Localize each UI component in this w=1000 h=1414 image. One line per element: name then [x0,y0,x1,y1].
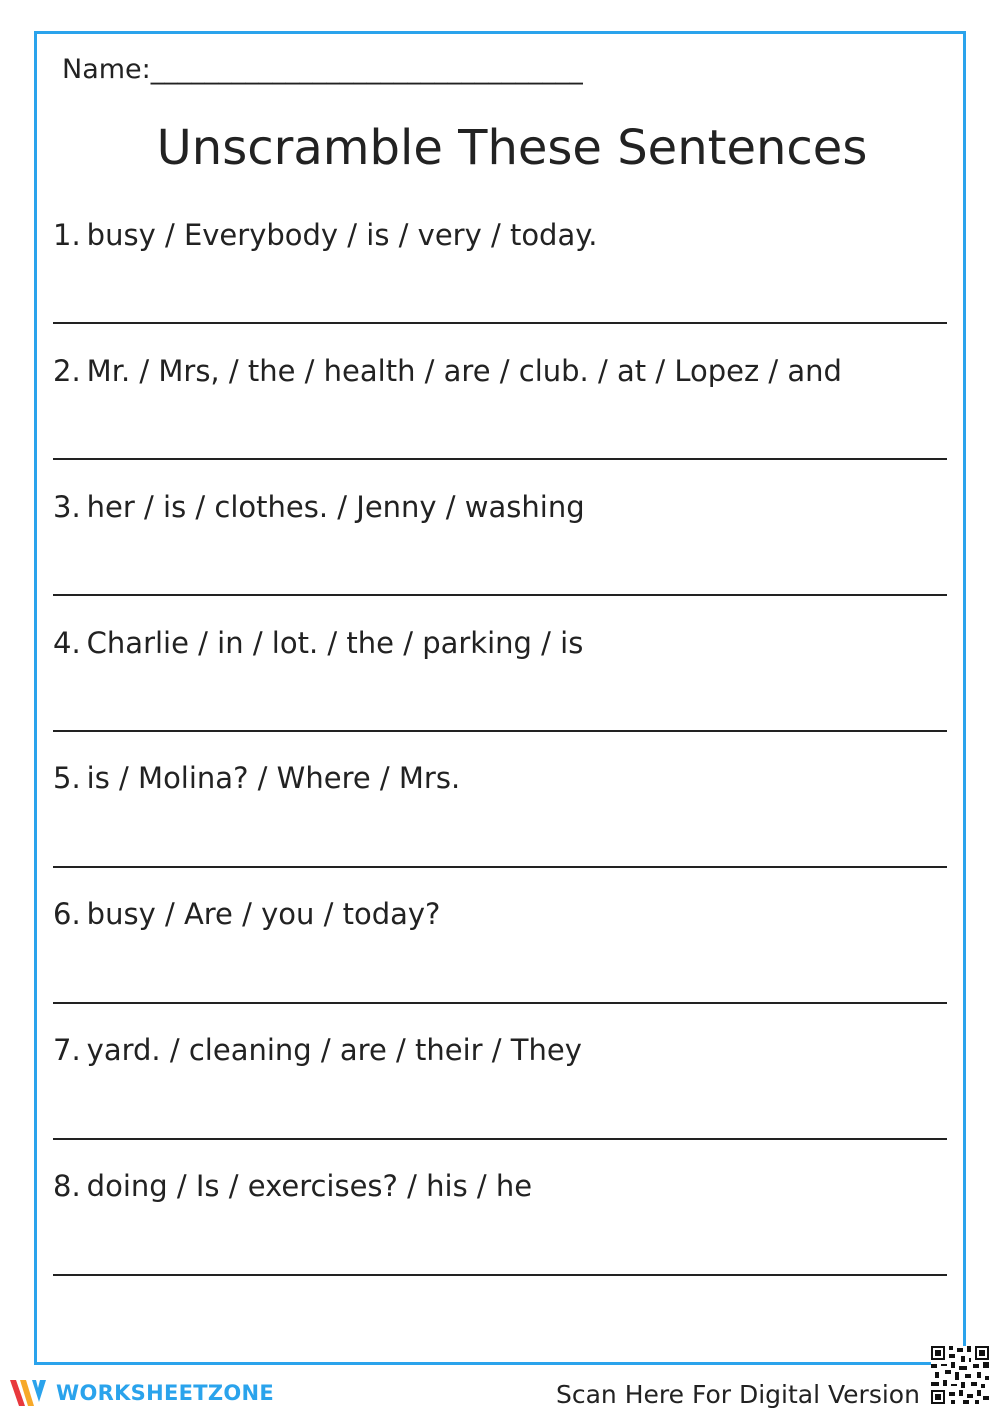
answer-line-5 [53,866,947,868]
question-text: her / is / clothes. / Jenny / washing [86,490,585,524]
question-text: doing / Is / exercises? / his / he [86,1169,533,1203]
worksheetzone-logo[interactable] [8,1376,274,1410]
question-7 [53,1033,582,1067]
question-number: 8. [53,1169,81,1203]
answer-line-1 [53,322,947,324]
answer-line-4 [53,730,947,732]
question-number: 1. [53,218,81,252]
answer-line-6 [53,1002,947,1004]
question-6 [53,897,440,931]
question-text: is / Molina? / Where / Mrs. [86,761,461,795]
question-4 [53,626,583,660]
qr-code-icon[interactable] [931,1346,989,1404]
question-text: Charlie / in / lot. / the / parking / is [86,626,584,660]
question-number: 4. [53,626,81,660]
scan-instruction: Scan Here For Digital Version [556,1380,920,1409]
question-number: 6. [53,897,81,931]
answer-line-8 [53,1274,947,1276]
answer-line-3 [53,594,947,596]
question-1 [53,218,598,252]
question-number: 5. [53,761,81,795]
question-text: Mr. / Mrs, / the / health / are / club. / at / Lopez / and [86,354,842,388]
name-field [62,54,583,85]
question-2 [53,354,842,388]
name-label: Name: [62,54,151,85]
question-text: yard. / cleaning / are / their / They [86,1033,582,1067]
question-number: 2. [53,354,81,388]
answer-line-7 [53,1138,947,1140]
page-title: Unscramble These Sentences [156,120,868,176]
answer-line-2 [53,458,947,460]
question-text: busy / Are / you / today? [86,897,441,931]
question-number: 3. [53,490,81,524]
question-number: 7. [53,1033,81,1067]
question-3 [53,490,585,524]
logo-w-icon [8,1376,48,1410]
question-8 [53,1169,532,1203]
name-blank: ________________________________ [150,54,583,85]
question-text: busy / Everybody / is / very / today. [86,218,598,252]
logo-text: WORKSHEETZONE [56,1381,275,1405]
question-5 [53,761,460,795]
